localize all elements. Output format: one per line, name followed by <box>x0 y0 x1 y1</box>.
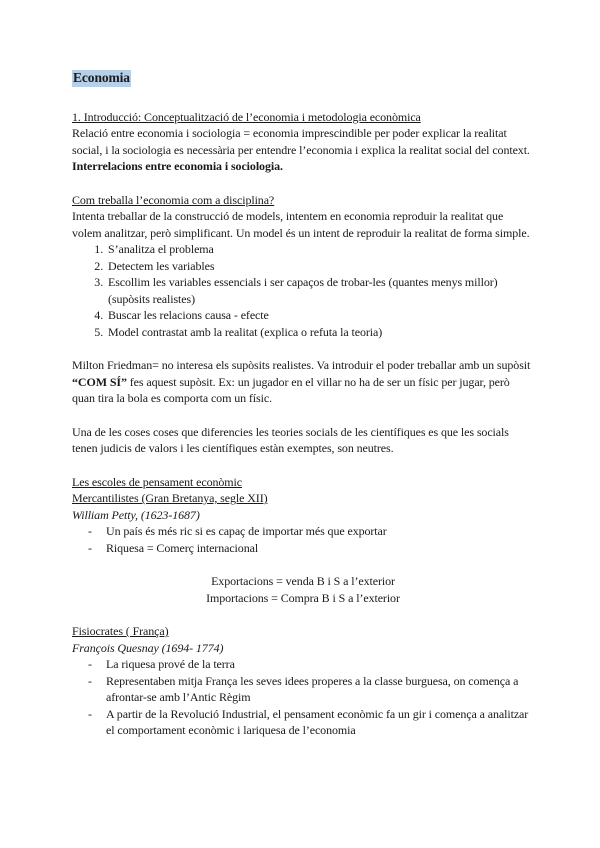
list-item-text: Representaben mitja França les seves idees properes a la classe burguesa, on comença a afrontar-se amb l’Antic Règim <box>106 673 519 704</box>
mercantilists-list <box>72 523 534 556</box>
formula-imports: Importacions = Compra B i S a l’exterior <box>206 590 400 605</box>
list-item-text: A partir de la Revolució Industrial, el pensament econòmic fa un gir i comença a analitzar el comportament econòmic i lariquesa de l’economia <box>106 706 529 737</box>
model-step: 3. Escollim les variables essencials i ser capaços de trobar-les (quantes menys millor)(supòsits realistes) <box>106 274 534 307</box>
list-item: - La riquesa prové de la terra <box>88 657 235 671</box>
list-item-text: Un país és més ric si es capaç de importar més que exportar <box>106 524 387 538</box>
friedman-bold: “COM SÍ” <box>72 374 127 389</box>
mercantilists-heading: Mercantilistes (Gran Bretanya, segle XII) <box>72 491 268 505</box>
document-title: Economia <box>73 70 130 85</box>
intro-paragraph <box>72 125 534 175</box>
physiocrats-author: François Quesnay (1694- 1774) <box>72 640 224 655</box>
discipline-text: Intenta treballar de la construcció de models, intentem en economia reproduir la realitat que volem analitzar, però simplificant. Un model és un intent de reproduir la realitat de forma simple. <box>72 209 530 240</box>
mercantilists-author: William Petty, (1623-1687) <box>72 507 200 522</box>
list-item: - A partir de la Revolució Industrial, el pensament econòmic fa un gir i comença a analitzar el comportament econòmic i lariquesa de l’economia <box>88 706 529 737</box>
model-step: 5. Model contrastat amb la realitat (explica o refuta la teoria) <box>106 324 534 341</box>
discipline-heading: Com treballa l’economia com a disciplina? <box>72 192 275 207</box>
friedman-pre: Milton Friedman= no interesa els supòsits realistes. Va introduir el poder treballar amb un supòsit <box>72 358 531 372</box>
intro-heading: 1. Introducció: Conceptualització de l’economia i metodologia econòmica <box>72 109 421 124</box>
list-item: - Representaben mitja França les seves idees properes a la classe burguesa, on comença a afrontar-se amb l’Antic Règim <box>88 673 519 704</box>
model-steps-list <box>72 241 534 340</box>
intro-bold: Interrelacions entre economia i sociologia. <box>72 159 283 173</box>
model-step: 1. S’analitza el problema <box>106 241 534 258</box>
intro-text: Relació entre economia i sociologia = economia imprescindible per poder explicar la realitat social, i la sociologia es necessària per entendre l’economia i explica la realitat social del context. <box>72 126 530 157</box>
model-step: 2. Detectem les variables <box>106 258 534 275</box>
friedman-paragraph <box>72 357 534 407</box>
list-item: - Un país és més ric si es capaç de importar més que exportar <box>88 524 387 538</box>
social-paragraph: Una de les coses coses que diferencies les teories socials de les científiques es que les socials tenen judicis de valors i les científiques estàn exemptes, son neutres. <box>72 424 509 455</box>
model-step: 4. Buscar les relacions causa - efecte <box>106 307 534 324</box>
friedman-post: fes aquest supòsit. Ex: un jugador en el villar no ha de ser un físic per jugar, però quan tira la bola es comporta com un físic. <box>72 374 510 405</box>
physiocrats-list <box>72 656 534 739</box>
schools-heading: Les escoles de pensament econòmic <box>72 474 242 489</box>
physiocrats-heading: Fisiocrates ( França) <box>72 624 169 638</box>
formula-exports: Exportacions = venda B i S a l’exterior <box>211 574 395 588</box>
list-item-text: Riquesa = Comerç internacional <box>106 540 259 555</box>
list-item-text: La riquesa prové de la terra <box>106 657 235 671</box>
document-page <box>72 70 534 739</box>
list-item: - Riquesa = Comerç internacional <box>88 540 259 555</box>
